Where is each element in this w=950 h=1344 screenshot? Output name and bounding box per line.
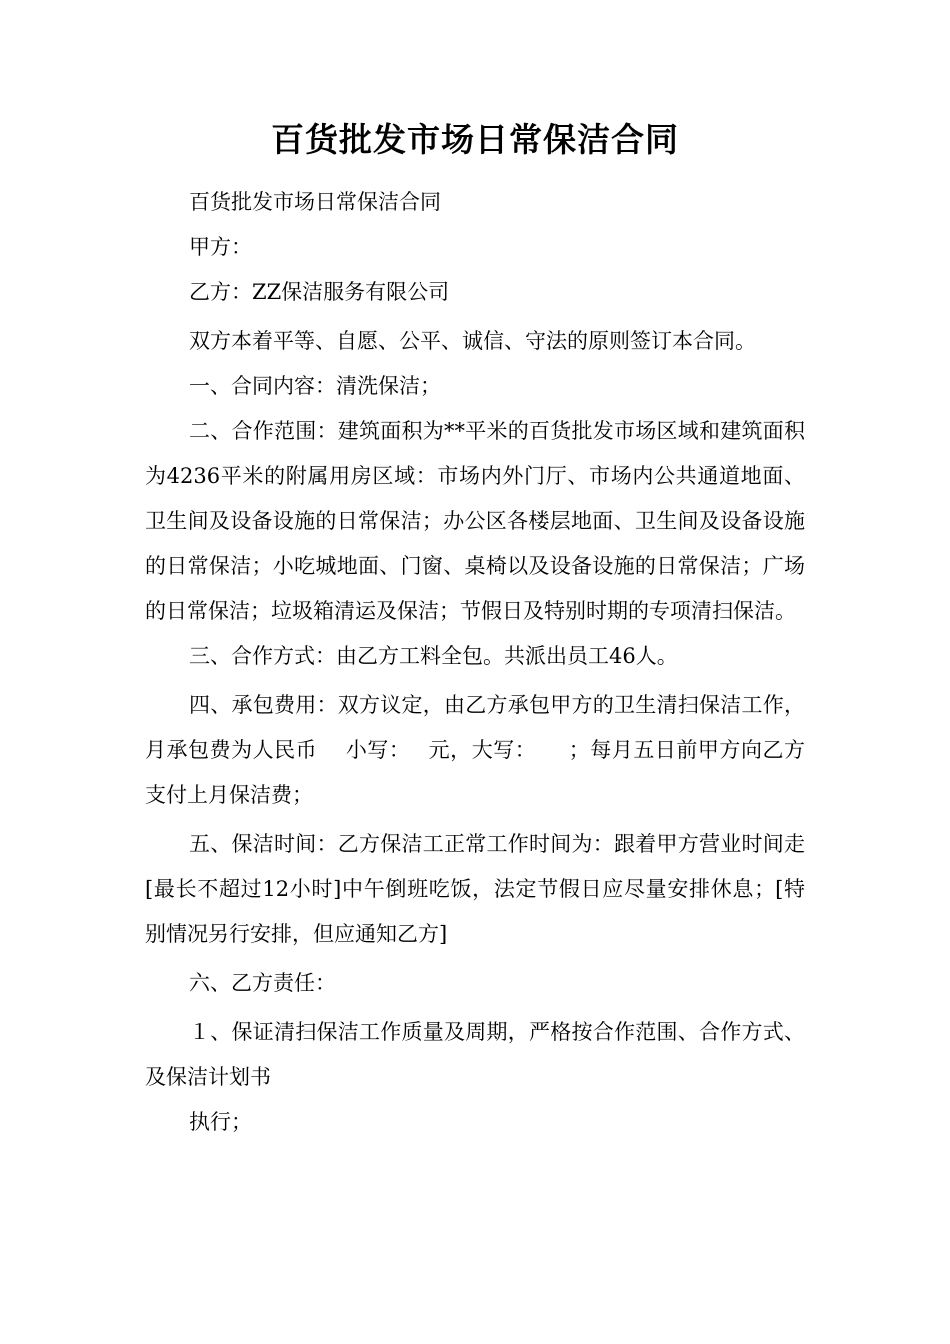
document-body [145, 180, 805, 1145]
paragraph-clause-6-item-1-cont: 执行； [189, 1110, 252, 1134]
paragraph-heading-repeat: 百货批发市场日常保洁合同 [189, 190, 441, 214]
paragraph-clause-6: 六、乙方责任： [189, 971, 336, 995]
paragraph-clause-4: 四、承包费用：双方议定，由乙方承包甲方的卫生清扫保洁工作，月承包费为人民币 小写： 元，大写： ；每月五日前甲方向乙方支付上月保洁费； [145, 693, 805, 807]
document-title: 百货批发市场日常保洁合同 [271, 120, 679, 159]
paragraph-party-b: 乙方：ZZ保洁服务有限公司 [189, 280, 450, 304]
paragraph-clause-2: 二、合作范围：建筑面积为**平米的百货批发市场区域和建筑面积为4236平米的附属用房区域：市场内外门厅、市场内公共通道地面、卫生间及设备设施的日常保洁；办公区各楼层地面、卫生间及设备设施的日常保洁；小吃城地面、门窗、桌椅以及设备设施的日常保洁；广场的日常保洁；垃圾箱清运及保洁；节假日及特别时期的专项清扫保洁。 [145, 419, 805, 623]
paragraph-clause-1: 一、合同内容：清洗保洁； [189, 374, 441, 398]
paragraph-party-a: 甲方： [189, 235, 252, 259]
paragraph-principles: 双方本着平等、自愿、公平、诚信、守法的原则签订本合同。 [189, 329, 756, 353]
paragraph-clause-5: 五、保洁时间：乙方保洁工正常工作时间为：跟着甲方营业时间走[最长不超过12小时]中午倒班吃饭，法定节假日应尽量安排休息；[特别情况另行安排，但应通知乙方] [145, 832, 805, 946]
paragraph-clause-3: 三、合作方式：由乙方工料全包。共派出员工46人。 [189, 644, 678, 668]
paragraph-clause-6-item-1: １、保证清扫保洁工作质量及周期，严格按合作范围、合作方式、及保洁计划书 [145, 1020, 805, 1089]
